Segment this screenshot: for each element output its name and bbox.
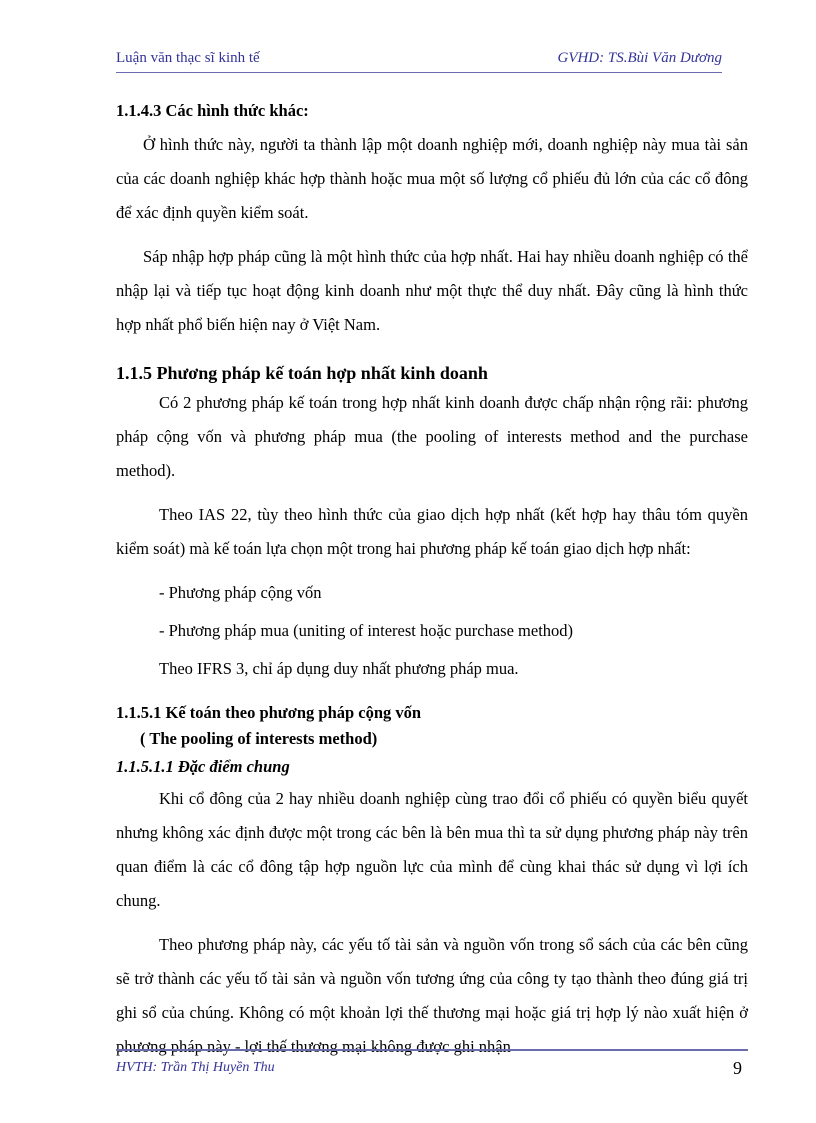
footer-rule (116, 1049, 748, 1051)
paragraph: Có 2 phương pháp kế toán trong hợp nhất kinh doanh được chấp nhận rộng rãi: phương pháp cộng vốn và phương pháp mua (the pooling of interests method and the purchase method). (116, 393, 748, 480)
header-supervisor: GVHD: TS.Bùi Văn Dương (557, 50, 722, 66)
list-item: - Phương pháp cộng vốn (159, 583, 322, 602)
section-1-1-5-1-heading: 1.1.5.1 Kế toán theo phương pháp cộng vốn (116, 703, 422, 722)
list-item: - Phương pháp mua (uniting of interest hoặc purchase method) (159, 621, 574, 640)
page-number: 9 (733, 1058, 742, 1078)
paragraph: Ở hình thức này, người ta thành lập một doanh nghiệp mới, doanh nghiệp này mua tài sản của các doanh nghiệp khác hợp thành hoặc mua một số lượng cổ phiếu đủ lớn của các cổ đông để xác định quyền kiểm soát. (116, 135, 748, 222)
paragraph: Sáp nhập hợp pháp cũng là một hình thức của hợp nhất. Hai hay nhiều doanh nghiệp có thể nhập lại và tiếp tục hoạt động kinh doanh như một thực thể duy nhất. Đây cũng là hình thức hợp nhất phổ biến hiện nay ở Việt Nam. (116, 247, 748, 334)
paragraph: Khi cổ đông của 2 hay nhiều doanh nghiệp cùng trao đổi cổ phiếu có quyền biểu quyết nhưng không xác định được một trong các bên là bên mua thì ta sử dụng phương pháp này trên quan điểm là các cổ đông tập hợp nguồn lực của mình để cùng khai thác sử dụng vì lợi ích chung. (116, 789, 748, 910)
section-1-1-5-heading: 1.1.5 Phương pháp kế toán hợp nhất kinh doanh (116, 363, 488, 383)
page-body (116, 94, 748, 1064)
section-1-1-4-3-heading: 1.1.4.3 Các hình thức khác: (116, 101, 309, 120)
footer-author: HVTH: Trần Thị Huyền Thu (116, 1060, 275, 1075)
paragraph: Theo IFRS 3, chỉ áp dụng duy nhất phương pháp mua. (159, 659, 519, 678)
paragraph: Theo IAS 22, tùy theo hình thức của giao dịch hợp nhất (kết hợp hay thâu tóm quyền kiểm soát) mà kế toán lựa chọn một trong hai phương pháp kế toán giao dịch hợp nhất: (116, 505, 748, 558)
section-1-1-5-1-subtitle: ( The pooling of interests method) (140, 729, 378, 748)
section-1-1-5-1-1-heading: 1.1.5.1.1 Đặc điểm chung (116, 757, 290, 776)
header-rule (116, 72, 722, 73)
paragraph: Theo phương pháp này, các yếu tố tài sản và nguồn vốn trong sổ sách của các bên cũng sẽ trở thành các yếu tố tài sản và nguồn vốn tương ứng của công ty tạo thành theo đúng giá trị ghi sổ của chúng. Không có một khoản lợi thế thương mại hoặc giá trị hợp lý nào xuất hiện ở phương pháp này - lợi thế thương mại không được ghi nhận (116, 935, 748, 1056)
header-thesis-title: Luận văn thạc sĩ kinh tế (116, 50, 260, 66)
